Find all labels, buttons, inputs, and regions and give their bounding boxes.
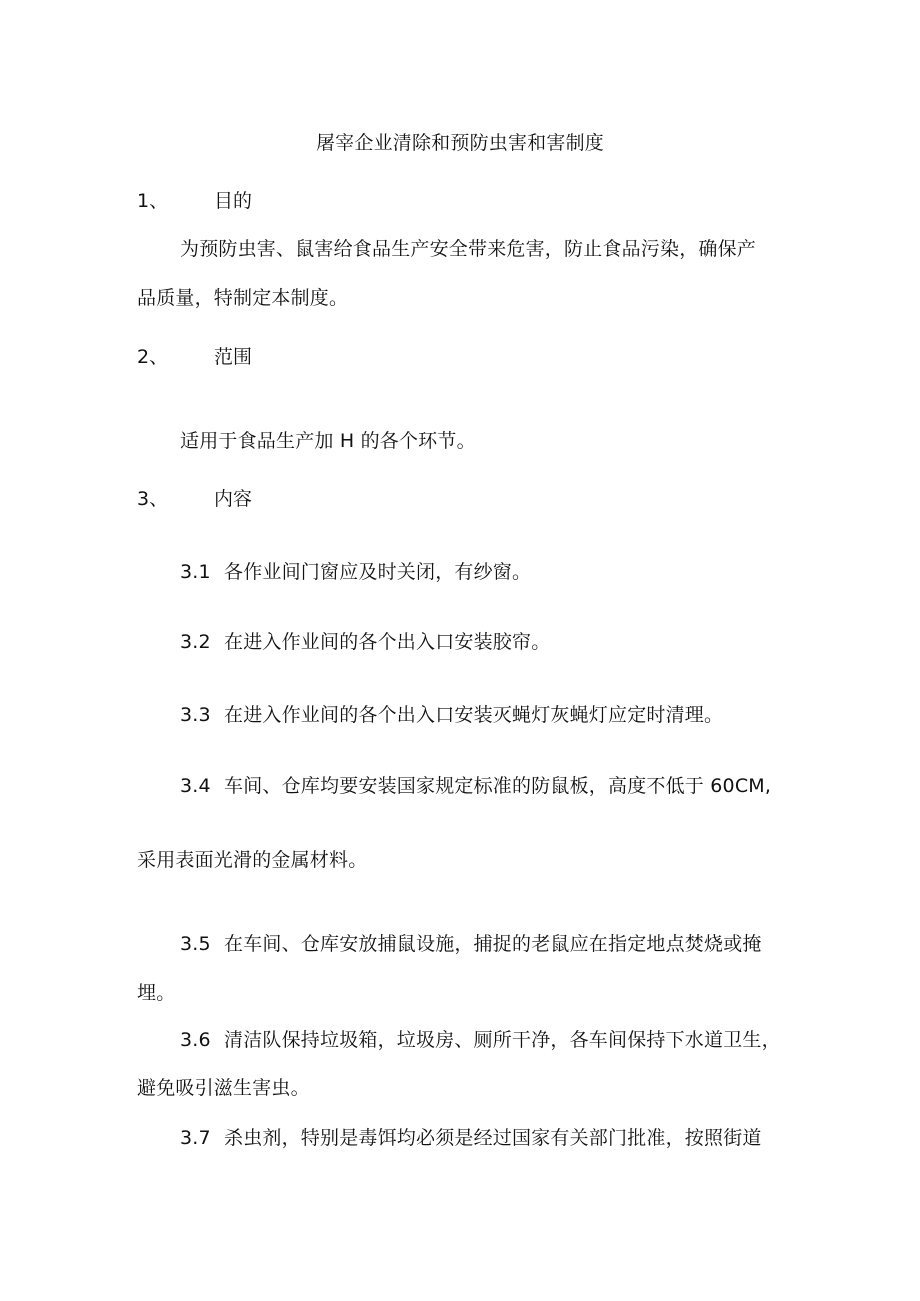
item-text: 杀虫剂，特别是毒饵均必须是经过国家有关部门批准，按照街道 bbox=[224, 1127, 762, 1149]
section-1-heading: 目的 bbox=[214, 190, 253, 212]
item-text: 在进入作业间的各个出入口安装灭蝇灯灰蝇灯应定时清理。 bbox=[224, 704, 724, 726]
section-1-body-line-2: 品质量，特制定本制度。 bbox=[137, 287, 349, 309]
item-3-3 bbox=[180, 703, 723, 727]
item-3-5-continuation: 埋。 bbox=[137, 982, 176, 1004]
section-2-heading: 范围 bbox=[214, 346, 253, 368]
section-3-heading: 内容 bbox=[214, 488, 253, 510]
item-3-2 bbox=[180, 630, 550, 654]
item-text: 在进入作业间的各个出入口安装胶帘。 bbox=[224, 631, 551, 653]
item-3-4 bbox=[180, 774, 771, 798]
item-number: 3.2 bbox=[180, 631, 211, 653]
section-1-body-line-1: 为预防虫害、鼠害给食品生产安全带来危害，防止食品污染，确保产 bbox=[180, 238, 757, 260]
item-number: 3.5 bbox=[180, 933, 211, 955]
section-2-number: 2、 bbox=[137, 346, 169, 368]
item-text: 各作业间门窗应及时关闭，有纱窗。 bbox=[224, 561, 532, 583]
item-number: 3.6 bbox=[180, 1029, 211, 1051]
item-number: 3.7 bbox=[180, 1127, 211, 1149]
item-number: 3.4 bbox=[180, 775, 211, 797]
item-number: 3.3 bbox=[180, 704, 211, 726]
item-number: 3.1 bbox=[180, 561, 211, 583]
section-1-number: 1、 bbox=[137, 190, 169, 212]
item-3-5 bbox=[180, 932, 762, 956]
item-3-4-continuation: 采用表面光滑的金属材料。 bbox=[137, 849, 368, 871]
item-3-1 bbox=[180, 560, 531, 584]
section-2-body-line-1: 适用于食品生产加 H 的各个环节。 bbox=[180, 430, 476, 452]
item-text: 在车间、仓库安放捕鼠设施，捕捉的老鼠应在指定地点焚烧或掩 bbox=[224, 933, 762, 955]
item-text: 清洁队保持垃圾箱，垃圾房、厕所干净，各车间保持下水道卫生， bbox=[224, 1029, 781, 1051]
section-3-number: 3、 bbox=[137, 488, 169, 510]
item-3-6 bbox=[180, 1028, 781, 1052]
item-3-7 bbox=[180, 1126, 762, 1150]
item-text: 车间、仓库均要安装国家规定标准的防鼠板，高度不低于 60CM, bbox=[224, 775, 772, 797]
item-3-6-continuation: 避免吸引滋生害虫。 bbox=[137, 1077, 310, 1099]
document-title: 屠宰企业清除和预防虫害和害制度 bbox=[315, 132, 604, 154]
